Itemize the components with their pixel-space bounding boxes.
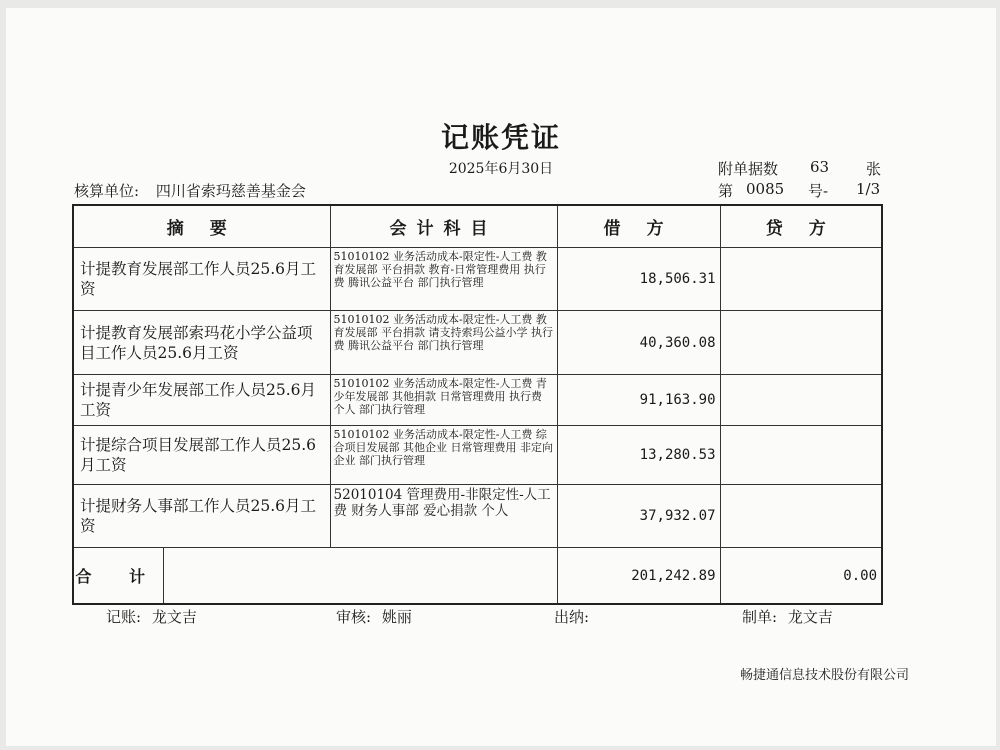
attachments-unit: 张 (866, 160, 882, 178)
preparer (742, 606, 833, 627)
reviewer (336, 606, 412, 627)
table-row (73, 375, 882, 426)
bookkeeper (106, 606, 197, 627)
voucher-prefix: 第 (718, 182, 734, 200)
unit-name: 四川省索玛慈善基金会 (155, 182, 306, 200)
row-summary: 计提教育发展部索玛花小学公益项目工作人员25.6月工资 (73, 311, 330, 375)
row-summary: 计提青少年发展部工作人员25.6月工资 (73, 375, 330, 426)
row-debit: 37,932.07 (557, 485, 720, 548)
row-account: 51010102 业务活动成本-限定性-人工费 教育发展部 平台捐款 请支持索玛公益小学 执行费 腾讯公益平台 部门执行管理 (330, 311, 557, 375)
voucher-no: 0085 (746, 180, 785, 198)
row-debit: 13,280.53 (557, 426, 720, 485)
header-debit: 借 方 (557, 205, 720, 248)
voucher-date: 2025年6月30日 (448, 161, 554, 177)
row-account: 51010102 业务活动成本-限定性-人工费 教育发展部 平台捐款 教育-日常管理费用 执行费 腾讯公益平台 部门执行管理 (330, 248, 557, 311)
total-credit: 0.00 (720, 548, 882, 605)
cashier (554, 606, 595, 627)
table-row (73, 485, 882, 548)
row-debit: 18,506.31 (557, 248, 720, 311)
row-summary: 计提教育发展部工作人员25.6月工资 (73, 248, 330, 311)
software-company: 畅捷通信息技术股份有限公司 (740, 668, 910, 683)
accounting-unit (74, 180, 306, 201)
table-header-row (73, 205, 882, 248)
bookkeeper-label: 记账: (106, 608, 142, 626)
row-credit (720, 311, 882, 375)
attachments-label: 附单据数 (718, 160, 779, 178)
bookkeeper-name: 龙文吉 (151, 608, 197, 626)
unit-label: 核算单位: (74, 182, 140, 200)
row-account: 52010104 管理费用-非限定性-人工费 财务人事部 爱心捐款 个人 (330, 485, 557, 548)
row-account: 51010102 业务活动成本-限定性-人工费 青少年发展部 其他捐款 日常管理费用 执行费 个人 部门执行管理 (330, 375, 557, 426)
voucher-table (72, 204, 883, 605)
table-row (73, 426, 882, 485)
row-summary: 计提综合项目发展部工作人员25.6月工资 (73, 426, 330, 485)
total-label: 合 计 (73, 548, 163, 605)
voucher-sheet (6, 8, 996, 746)
total-row (73, 548, 882, 605)
header-account: 会计科目 (330, 205, 557, 248)
voucher-suffix: 号- (808, 182, 829, 200)
row-debit: 40,360.08 (557, 311, 720, 375)
reviewer-name: 姚丽 (381, 608, 412, 626)
table-row (73, 311, 882, 375)
row-debit: 91,163.90 (557, 375, 720, 426)
attachments-number: 63 (810, 158, 830, 176)
header-summary: 摘 要 (73, 205, 330, 248)
header-credit: 贷 方 (720, 205, 882, 248)
voucher-page: 1/3 (856, 180, 881, 198)
row-credit (720, 426, 882, 485)
row-account: 51010102 业务活动成本-限定性-人工费 综合项目发展部 其他企业 日常管理费用 非定向 企业 部门执行管理 (330, 426, 557, 485)
total-blank (163, 548, 557, 605)
preparer-name: 龙文吉 (787, 608, 833, 626)
row-credit (720, 485, 882, 548)
preparer-label: 制单: (742, 608, 778, 626)
voucher-title: 记账凭证 (440, 121, 561, 154)
row-credit (720, 248, 882, 311)
cashier-label: 出纳: (554, 608, 590, 626)
total-debit: 201,242.89 (557, 548, 720, 605)
row-summary: 计提财务人事部工作人员25.6月工资 (73, 485, 330, 548)
row-credit (720, 375, 882, 426)
reviewer-label: 审核: (336, 608, 372, 626)
table-row (73, 248, 882, 311)
